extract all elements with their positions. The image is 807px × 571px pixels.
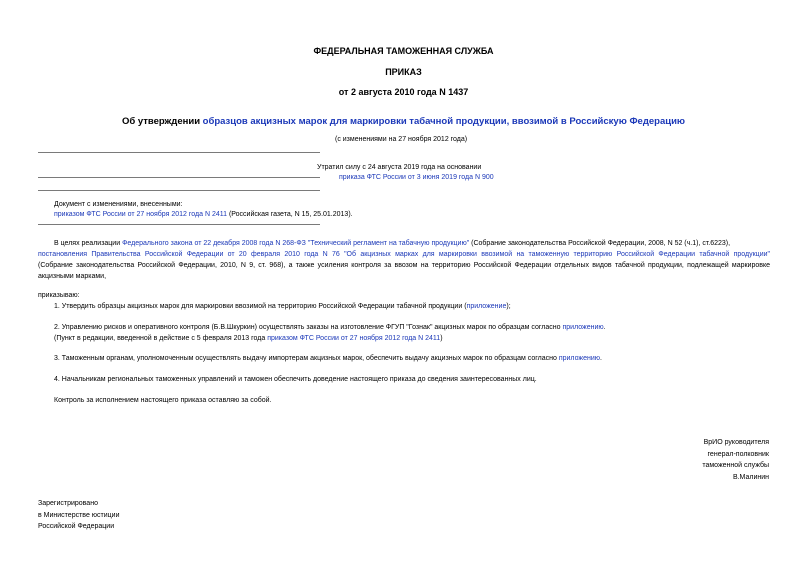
repeal-order-link[interactable]: приказа ФТС России от 3 июня 2019 года N 900 [339,174,494,181]
amending-order-link[interactable]: приказом ФТС России от 27 ноября 2012 года N 2411 [267,335,441,342]
document-title [0,116,807,127]
divider-line [38,190,320,191]
amended-note: (с изменениями на 27 ноября 2012 года) [335,136,468,143]
note-text: (Пункт в редакции, введенной в действие с 5 февраля 2013 года [54,335,268,342]
changes-heading: Документ с изменениями, внесенными: [54,201,183,208]
order-item-4: 4. Начальникам региональных таможенных управлений и таможен обеспечить доведение настоящего приказа до сведения заинтересованных лиц. [54,376,537,383]
item-text: . [603,324,606,331]
agency-name: ФЕДЕРАЛЬНАЯ ТАМОЖЕННАЯ СЛУЖБА [313,46,494,56]
federal-law-link[interactable]: Федерального закона от 22 декабря 2008 года N 268-ФЗ "Технический регламент на табачную продукцию" [122,240,470,247]
preamble-text: В целях реализации [54,240,123,247]
signature-block [702,437,769,483]
preamble [38,238,770,282]
order-item-3 [54,354,602,363]
amending-order-link[interactable]: приказом ФТС России от 27 ноября 2012 года N 2411 [54,211,227,218]
order-word: приказываю: [38,292,80,299]
divider-line [38,224,320,225]
document-type: ПРИКАЗ [385,67,422,77]
item-text: ); [506,303,511,310]
item-text: 1. Утвердить образцы акцизных марок для маркировки ввозимой на территорию Российской Федерации табачной продукции ( [54,303,467,310]
changes-reference [54,210,353,219]
item-text: . [600,355,602,362]
appendix-link[interactable]: приложению [562,324,604,331]
government-decree-link[interactable]: постановления Правительства Российской Федерации от 20 февраля 2010 года N 76 "Об акцизных марках для маркировки ввозимой на таможенную территорию Российской Федерации табачной продукции" [38,251,770,258]
signatory-name: В.Малинин [732,473,769,481]
repeal-status: Утратил силу с 24 августа 2019 года на основании [317,164,482,171]
appendix-link[interactable]: приложению [558,355,600,362]
order-item-2 [54,323,606,332]
registration-line: в Министерстве юстиции [38,511,120,519]
preamble-text: (Собрание законодательства Российской Федерации, 2008, N 52 (ч.1), ст.6223), [469,240,731,247]
item-text: 3. Таможенным органам, уполномоченным осуществлять выдачу импортерам акцизных марок, обеспечить выдачу акцизных марок по образцам согласно [54,355,559,362]
signature-line: таможенной службы [702,462,769,469]
item-text: 2. Управлению рисков и оперативного контроля (Б.В.Шкуркин) осуществлять заказы на изготовление ФГУП "Гознак" акцизных марок по образцам согласно [54,324,563,331]
control-clause: Контроль за исполнением настоящего приказа оставляю за собой. [54,397,272,404]
note-text: ) [440,335,443,342]
signature-line: генерал-полковник [707,450,769,458]
signature-line: ВрИО руководителя [703,439,769,446]
document-date-number: от 2 августа 2010 года N 1437 [338,87,469,97]
changes-source: (Российская газета, N 15, 25.01.2013). [227,211,353,218]
preamble-text: (Собрание законодательства Российской Федерации, 2010, N 9, ст. 968), а также усиления контроля за ввозом на территорию Российской Федерации отдельных видов табачной продукции, подлежащей маркировке [38,262,770,269]
divider-line [38,177,320,178]
registration-line: Российской Федерации [38,523,115,530]
title-prefix: Об утверждении [121,116,203,127]
order-item-1 [54,302,511,311]
title-link[interactable]: образцов акцизных марок для маркировки табачной продукции, ввозимой в Российскую Федерацию [202,116,686,127]
preamble-text: акцизными марками, [38,273,107,280]
registration-line: Зарегистрировано [38,500,98,507]
registration-block [38,498,119,533]
item-2-amendment-note [54,334,443,343]
appendix-link[interactable]: приложение [466,303,507,310]
divider-line [38,152,320,153]
